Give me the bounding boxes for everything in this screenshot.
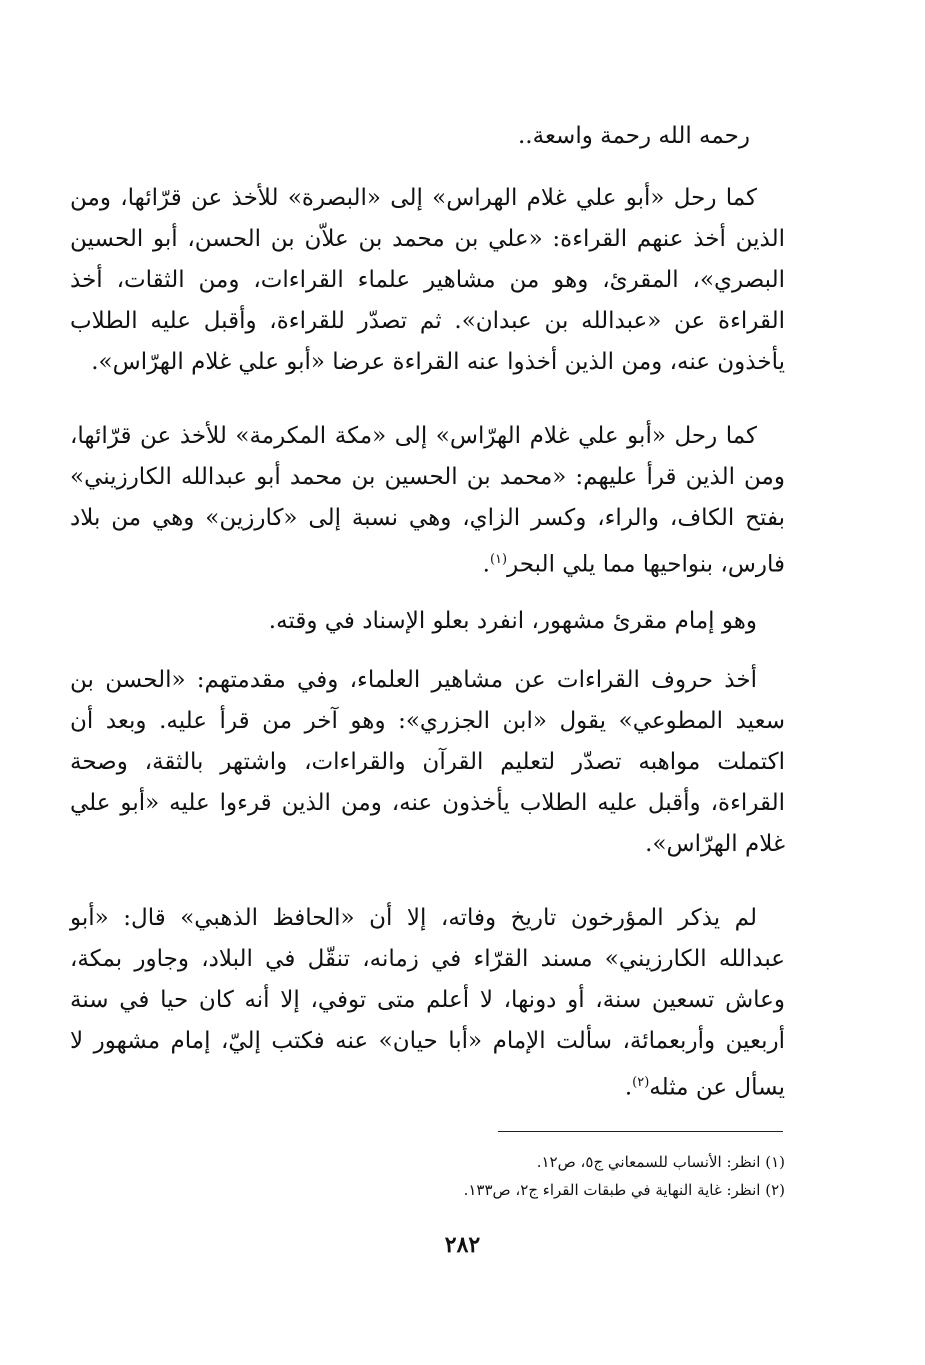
footnote-divider bbox=[498, 1131, 783, 1132]
footnote-2: (٢) انظر: غاية النهاية في طبقات القراء ج٢، ص١٣٣. bbox=[463, 1181, 785, 1199]
footnote-ref-2[interactable]: (٢) bbox=[632, 1075, 650, 1090]
paragraph-death-date: لم يذكر المؤرخون تاريخ وفاته، إلا أن «الحافظ الذهبي» قال: «أبو عبدالله الكارزيني» مسند القرّاء في زمانه، تنقّل في البلاد، وجاور بمكة، وعاش تسعين سنة، أو دونها، لا أعلم متى توفي، إلا أنه كان حيا في سنة أربعين وأربعمائة، سألت الإمام «أبا حيان» عنه فكتب إليّ، إمام مشهور لا يسأل عن مثله$^{(٢)}$. bbox=[70, 905, 785, 1101]
paragraph-basra-journey: كما رحل «أبو علي غلام الهراس» إلى «البصرة» للأخذ عن قرّائها، ومن الذين أخذ عنهم القراءة: «علي بن محمد بن علاّن بن الحسن، أبو الحسين البصري»، المقرئ، وهو من مشاهير علماء القراءات، ومن الثقات، أخذ القراءة عن «عبدالله بن عبدان». ثم تصدّر للقراءة، وأقبل عليه الطلاب يأخذون عنه، ومن الذين أخذوا عنه القراءة عرضا «أبو علي غلام الهرّاس». bbox=[70, 185, 785, 375]
paragraph-mecca-journey: كما رحل «أبو علي غلام الهرّاس» إلى «مكة المكرمة» للأخذ عن قرّائها، ومن الذين قرأ عليهم: «محمد بن الحسين بن محمد أبو عبدالله الكارزيني» بفتح الكاف، والراء، وكسر الزاي، وهي نسبة إلى «كارزين» وهي من بلاد فارس، بنواحيها مما يلي البحر$^{(١)}$. bbox=[70, 423, 785, 578]
paragraph-closing-prayer: رحمه الله رحمة واسعة.. bbox=[518, 123, 750, 149]
page-number: ٢٨٢ bbox=[444, 1232, 481, 1258]
footnotes bbox=[250, 1148, 785, 1204]
paragraph-imam-description: وهو إمام مقرئ مشهور، انفرد بعلو الإسناد في وقته. bbox=[268, 608, 757, 634]
paragraph-teachers: أخذ حروف القراءات عن مشاهير العلماء، وفي مقدمتهم: «الحسن بن سعيد المطوعي» يقول «ابن الجزري»: وهو آخر من قرأ عليه. وبعد أن اكتملت مواهبه تصدّر لتعليم القرآن والقراءات، واشتهر بالثقة، وصحة القراءة، وأقبل عليه الطلاب يأخذون عنه، ومن الذين قرءوا عليه «أبو علي غلام الهرّاس». bbox=[70, 667, 785, 857]
footnote-ref-1[interactable]: (١) bbox=[489, 552, 508, 567]
footnote-1: (١) انظر: الأنساب للسمعاني ج٥، ص١٢. bbox=[536, 1153, 785, 1171]
